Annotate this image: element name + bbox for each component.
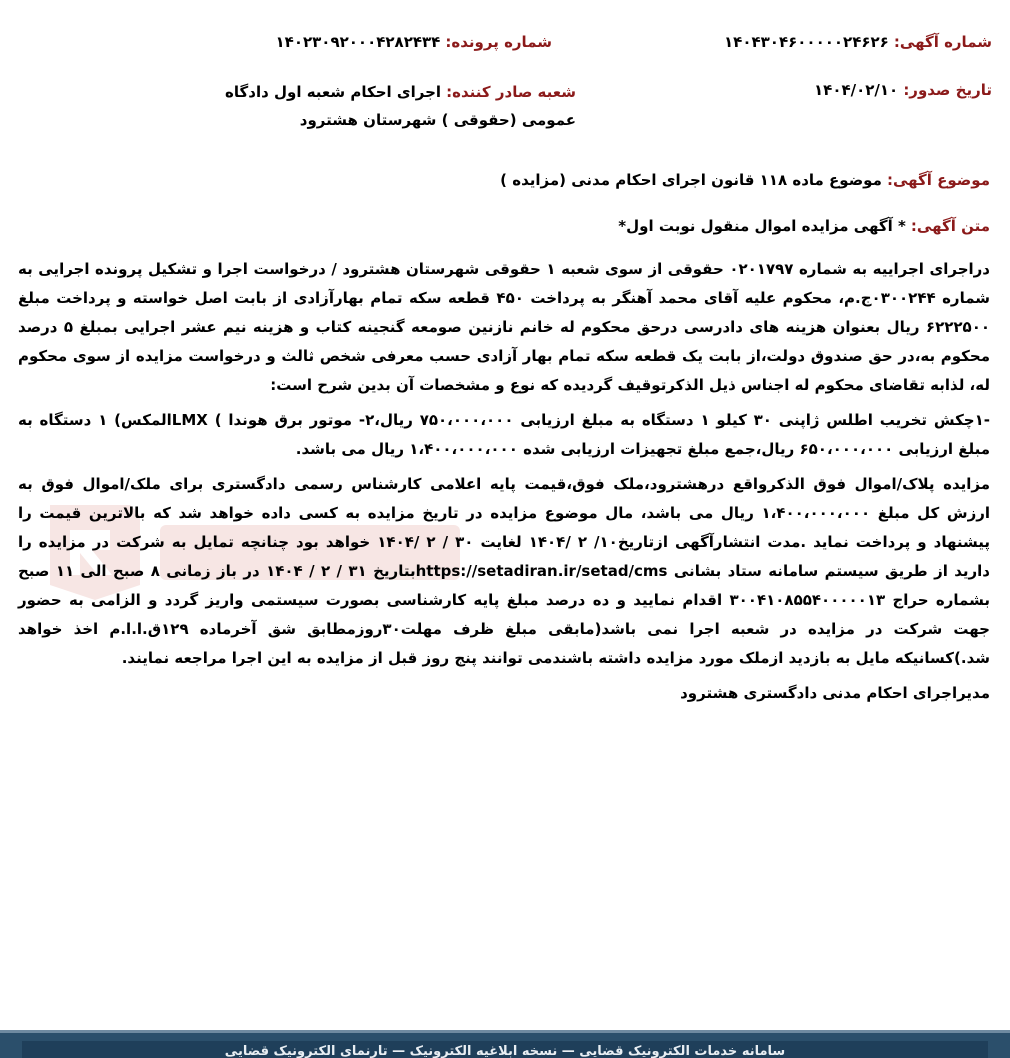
issuing-branch: اجرای احکام شعبه اول دادگاه عمومی (حقوقی ) شهرستان هشترود [225,83,576,129]
notice-number-row [724,32,992,51]
text-title-row [618,216,990,235]
case-number: ۱۴۰۲۳۰۹۲۰۰۰۴۲۸۲۴۳۴ [275,33,441,51]
issuing-branch-row [196,78,576,134]
text-title: * آگهی مزایده اموال منقول نوبت اول* [618,217,906,235]
signature: مدیراجرای احکام مدنی دادگستری هشترود [680,684,990,702]
text-label: متن آگهی: [910,217,990,235]
footer-bar [0,1030,1010,1058]
issue-date-label: تاریخ صدور: [903,81,992,99]
issue-date: ۱۴۰۴/۰۲/۱۰ [814,81,899,99]
notice-body [18,255,990,708]
case-number-label: شماره پرونده: [445,33,552,51]
notice-number-label: شماره آگهی: [893,33,992,51]
notice-number: ۱۴۰۴۳۰۴۶۰۰۰۰۰۲۴۶۲۶ [724,33,889,51]
body-paragraph-3: مزایده پلاک/اموال فوق الذکرواقع درهشترود،ملک فوق،قیمت پایه اعلامی کارشناس رسمی دادگستری برای ملک/اموال فوق به ارزش کل مبلغ ۱،۴۰۰،۰۰۰،۰۰۰ ریال می باشد، مال موضوع مزایده در تاریخ مزایده به کسی داده خواهد شد که بالاترین قیمت را پیشنهاد و پرداخت نماید .مدت انتشارآگهی ازتاریخ۱۰/ ۲ /۱۴۰۴ لغایت ۳۰ / ۲ /۱۴۰۴ خواهد بود چنانچه تمایل به شرکت در مزایده را دارید از طریق سیستم سامانه ستاد بشانی https://setadiran.ir/setad/cmsبتاریخ ۳۱ / ۲ / ۱۴۰۴ در باز زمانی ۸ صبح الی ۱۱ صبح بشماره حراج ۳۰۰۴۱۰۸۵۵۴۰۰۰۰۰۱۳ اقدام نمایید و ده درصد مبلغ پایه کارشناسی بصورت سیستمی واریز گردد و الزامی به حضور جهت شرکت در مزایده در شعبه اجرا نمی باشد(مابقی مبلغ ظرف مهلت۳۰روزمطابق شق آخرماده ۱۲۹ق.ا.ا.م اخذ خواهد شد.)کسانیکه مایل به بازدید ازملک مورد مزایده داشته باشندمی توانند پنج روز قبل از مزایده به این اجرا مراجعه نمایند. [18,475,991,667]
subject-row [500,170,990,189]
body-paragraph-2: -۱چکش تخریب اطلس ژاپنی ۳۰ کیلو ۱ دستگاه به مبلغ ارزیابی ۷۵۰،۰۰۰،۰۰۰ ریال،۲- موتور برق هوندا ) LMXالمکس) ۱ دستگاه به مبلغ ارزیابی ۶۵۰،۰۰۰،۰۰۰ ریال،جمع مبلغ تجهیزات ارزیابی شده ۱،۴۰۰،۰۰۰،۰۰۰ ریال می باشد. [18,411,990,458]
footer-text: سامانه خدمات الکترونیک قضایی — نسخه ابلاغیه الکترونیک — تارنمای الکترونیک قضایی [22,1041,988,1058]
subject-label: موضوع آگهی: [886,171,990,189]
case-number-row [276,32,552,51]
issuing-branch-label: شعبه صادر کننده: [446,83,576,101]
issue-date-row [814,80,992,99]
subject: موضوع ماده ۱۱۸ قانون اجرای احکام مدنی (مزایده ) [500,171,882,189]
body-paragraph-1: دراجرای اجراییه به شماره ۰۲۰۱۷۹۷ حقوقی از سوی شعبه ۱ حقوقی شهرستان هشترود / درخواست اجرا و تشکیل پرونده اجرایی به شماره ۰۳۰۰۲۴۴ج.م، محکوم علیه آقای محمد آهنگر به پرداخت ۴۵۰ قطعه سکه تمام بهارآزادی از بابت اصل خواسته و پرداخت مبلغ ۶۲۲۲۵۰۰ ریال بعنوان هزینه های دادرسی درحق محکوم له خانم نازنین صومعه گنجینه کتاب و هزینه نیم عشر اجرایی بمبلغ ۵ درصد محکوم به،در حق صندوق دولت،از بابت یک قطعه سکه تمام بهار آزادی حسب معرفی شخص ثالث و درخواست مزایده از سوی محکوم له، لذابه تقاضای محکوم له اجناس ذیل الذکرتوقیف گردیده که نوع و مشخصات آن بدین شرح است: [18,260,991,394]
